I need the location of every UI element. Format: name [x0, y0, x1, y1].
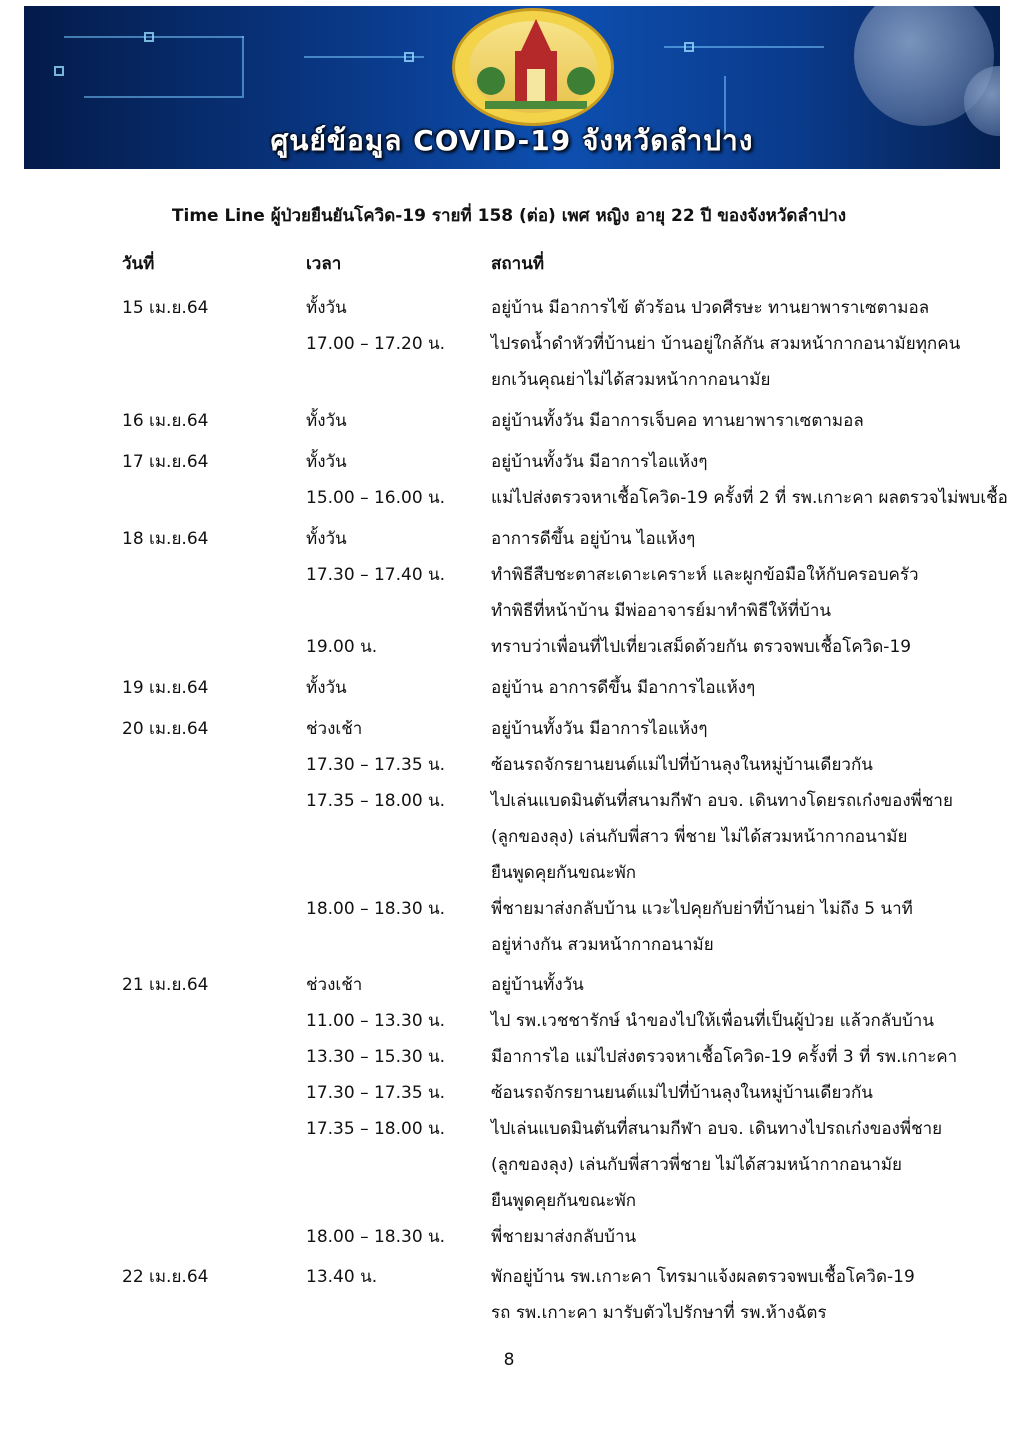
banner-title: ศูนย์ข้อมูล COVID-19 จังหวัดลำปาง	[270, 124, 754, 157]
row-date: 21 เม.ย.64	[122, 975, 209, 995]
row-place: ไป รพ.เวชชารักษ์ นำของไปให้เพื่อนที่เป็นผู้ป่วย แล้วกลับบ้าน	[491, 1011, 934, 1031]
row-time: 13.30 – 15.30 น.	[306, 1047, 446, 1067]
row-time: 13.40 น.	[306, 1267, 378, 1287]
row-time: 17.30 – 17.40 น.	[306, 565, 446, 585]
row-time: 17.30 – 17.35 น.	[306, 755, 446, 775]
column-header-date: วันที่	[122, 254, 155, 274]
row-date: 18 เม.ย.64	[122, 529, 209, 549]
row-place: อาการดีขึ้น อยู่บ้าน ไอแห้งๆ	[491, 529, 696, 549]
row-place: อยู่บ้าน มีอาการไข้ ตัวร้อน ปวดศีรษะ ทานยาพาราเซตามอล	[491, 298, 930, 318]
row-place: รถ รพ.เกาะคา มารับตัวไปรักษาที่ รพ.ห้างฉัตร	[491, 1303, 827, 1323]
row-place: อยู่บ้านทั้งวัน มีอาการไอแห้งๆ	[491, 452, 708, 472]
header-banner	[24, 6, 1000, 169]
column-header-place: สถานที่	[491, 254, 545, 274]
row-time: ทั้งวัน	[306, 411, 347, 431]
row-time: ทั้งวัน	[306, 298, 347, 318]
row-date: 15 เม.ย.64	[122, 298, 209, 318]
row-place: ไปเล่นแบดมินตันที่สนามกีฬา อบจ. เดินทางโดยรถเก๋งของพี่ชาย	[491, 791, 953, 811]
row-place: ซ้อนรถจักรยานยนต์แม่ไปที่บ้านลุงในหมู่บ้านเดียวกัน	[491, 755, 873, 775]
row-place: แม่ไปส่งตรวจหาเชื้อโควิด-19 ครั้งที่ 2 ที่ รพ.เกาะคา ผลตรวจไม่พบเชื้อ	[491, 488, 1008, 508]
column-header-time: เวลา	[306, 254, 342, 274]
row-place: อยู่บ้านทั้งวัน มีอาการเจ็บคอ ทานยาพาราเซตามอล	[491, 411, 864, 431]
row-place: พี่ชายมาส่งกลับบ้าน	[491, 1227, 637, 1247]
row-place: ไปรดน้ำดำหัวที่บ้านย่า บ้านอยู่ใกล้กัน สวมหน้ากากอนามัยทุกคน	[491, 334, 961, 354]
row-place: ซ้อนรถจักรยานยนต์แม่ไปที่บ้านลุงในหมู่บ้านเดียวกัน	[491, 1083, 873, 1103]
row-place: ยืนพูดคุยกันขณะพัก	[491, 863, 637, 883]
row-place: ยืนพูดคุยกันขณะพัก	[491, 1191, 637, 1211]
row-place: ทำพิธีสืบชะตาสะเดาะเคราะห์ และผูกข้อมือให้กับครอบครัว	[491, 565, 919, 585]
row-date: 20 เม.ย.64	[122, 719, 209, 739]
row-place: ทราบว่าเพื่อนที่ไปเที่ยวเสม็ดด้วยกัน ตรวจพบเชื้อโควิด-19	[491, 637, 912, 657]
row-place: อยู่ห่างกัน สวมหน้ากากอนามัย	[491, 935, 714, 955]
row-time: 19.00 น.	[306, 637, 378, 657]
row-time: ทั้งวัน	[306, 678, 347, 698]
row-place: (ลูกของลุง) เล่นกับพี่สาวพี่ชาย ไม่ได้สวมหน้ากากอนามัย	[491, 1155, 903, 1175]
row-time: 17.30 – 17.35 น.	[306, 1083, 446, 1103]
row-time: 17.35 – 18.00 น.	[306, 1119, 446, 1139]
row-time: 17.35 – 18.00 น.	[306, 791, 446, 811]
row-place: มีอาการไอ แม่ไปส่งตรวจหาเชื้อโควิด-19 ครั้งที่ 3 ที่ รพ.เกาะคา	[491, 1047, 958, 1067]
row-time: ช่วงเช้า	[306, 975, 363, 995]
row-place: ไปเล่นแบดมินตันที่สนามกีฬา อบจ. เดินทางไปรถเก๋งของพี่ชาย	[491, 1119, 943, 1139]
row-time: 15.00 – 16.00 น.	[306, 488, 446, 508]
row-time: 11.00 – 13.30 น.	[306, 1011, 446, 1031]
row-place: ยกเว้นคุณย่าไม่ได้สวมหน้ากากอนามัย	[491, 370, 771, 390]
row-place: พี่ชายมาส่งกลับบ้าน แวะไปคุยกับย่าที่บ้านย่า ไม่ถึง 5 นาที	[491, 899, 913, 919]
lampang-seal	[452, 8, 614, 126]
row-place: (ลูกของลุง) เล่นกับพี่สาว พี่ชาย ไม่ได้สวมหน้ากากอนามัย	[491, 827, 908, 847]
row-time: ช่วงเช้า	[306, 719, 363, 739]
row-date: 17 เม.ย.64	[122, 452, 209, 472]
document-title: Time Line ผู้ป่วยยืนยันโควิด-19 รายที่ 158 (ต่อ) เพศ หญิง อายุ 22 ปี ของจังหวัดลำปาง	[171, 206, 847, 226]
row-date: 22 เม.ย.64	[122, 1267, 209, 1287]
row-date: 16 เม.ย.64	[122, 411, 209, 431]
row-time: 18.00 – 18.30 น.	[306, 1227, 446, 1247]
row-time: 18.00 – 18.30 น.	[306, 899, 446, 919]
page-number: 8	[503, 1350, 515, 1370]
row-time: ทั้งวัน	[306, 529, 347, 549]
row-place: อยู่บ้าน อาการดีขึ้น มีอาการไอแห้งๆ	[491, 678, 756, 698]
row-place: พักอยู่บ้าน รพ.เกาะคา โทรมาแจ้งผลตรวจพบเชื้อโควิด-19	[491, 1267, 915, 1287]
row-place: อยู่บ้านทั้งวัน มีอาการไอแห้งๆ	[491, 719, 708, 739]
row-place: อยู่บ้านทั้งวัน	[491, 975, 584, 995]
row-place: ทำพิธีที่หน้าบ้าน มีพ่ออาจารย์มาทำพิธีให้ที่บ้าน	[491, 601, 832, 621]
row-date: 19 เม.ย.64	[122, 678, 209, 698]
row-time: ทั้งวัน	[306, 452, 347, 472]
row-time: 17.00 – 17.20 น.	[306, 334, 446, 354]
